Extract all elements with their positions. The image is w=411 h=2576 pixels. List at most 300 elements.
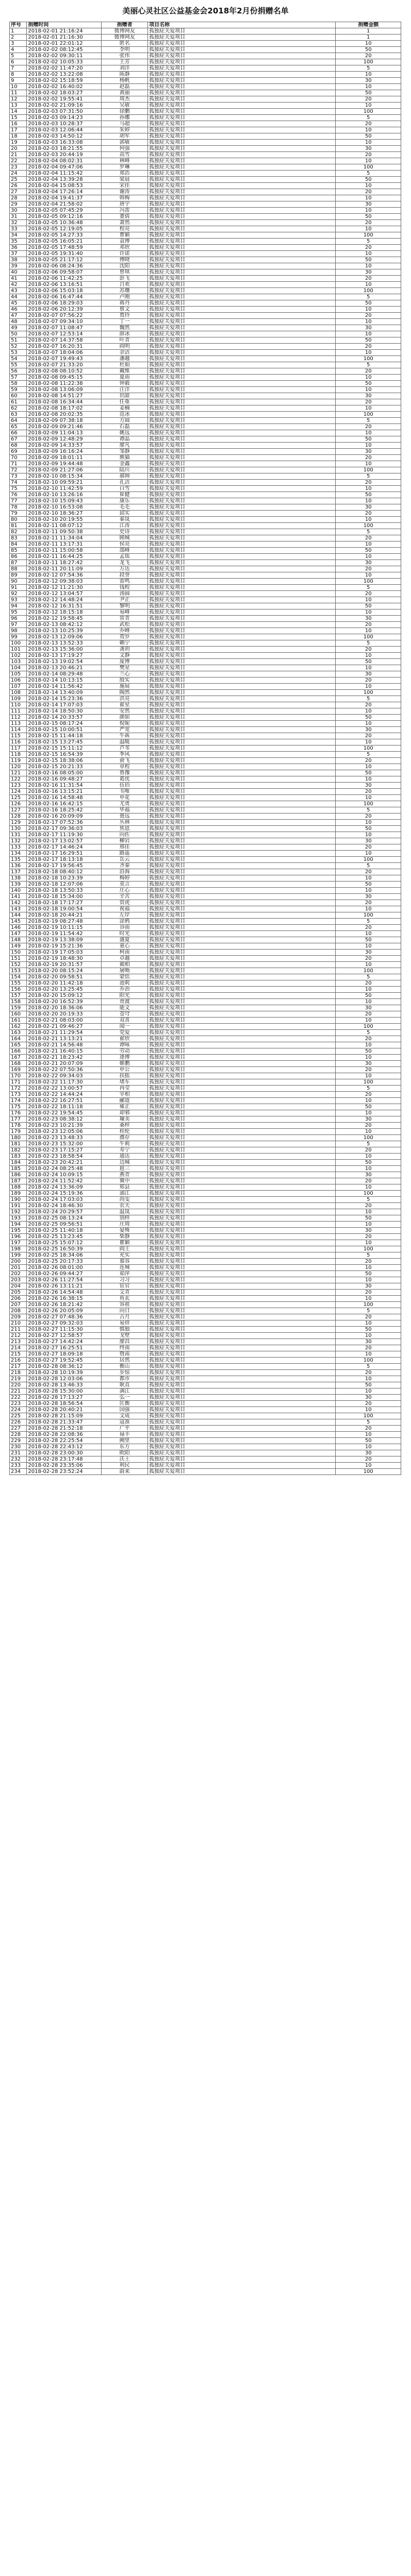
donor-name: 庄心: [102, 888, 148, 894]
donation-amount: 5: [336, 1141, 401, 1147]
donor-name: 葛优: [102, 776, 148, 783]
donation-time: 2018-02-12 11:21:30: [27, 585, 102, 591]
donation-amount: 10: [336, 931, 401, 937]
donation-time: 2018-02-21 09:46:27: [27, 1024, 102, 1030]
donor-name: 卓越: [102, 956, 148, 962]
donation-amount: 10: [336, 851, 401, 857]
donation-time: 2018-02-15 16:54:39: [27, 752, 102, 758]
donation-amount: 30: [336, 269, 401, 276]
donation-amount: 50: [336, 715, 401, 721]
donor-name: 冉莹: [102, 1086, 148, 1092]
row-number: 32: [10, 220, 27, 226]
table-row: [10, 418, 401, 424]
donor-name: 蔺相: [102, 962, 148, 968]
project-name: 孤独症关爱项目: [148, 640, 336, 647]
row-number: 65: [10, 424, 27, 430]
donor-name: 颜如: [102, 715, 148, 721]
donor-name: 孔洁: [102, 480, 148, 486]
donation-time: 2018-02-18 13:50:33: [27, 888, 102, 894]
donation-time: 2018-02-15 15:11:12: [27, 745, 102, 752]
donor-name: 康乐: [102, 498, 148, 504]
header-donor: 捐赠者: [102, 22, 148, 28]
table-row: [10, 548, 401, 554]
project-name: 孤独症关爱项目: [148, 1395, 336, 1401]
donation-amount: 50: [336, 1048, 401, 1055]
row-number: 56: [10, 368, 27, 375]
row-number: 15: [10, 115, 27, 121]
donation-amount: 5: [336, 640, 401, 647]
donation-amount: 10: [336, 999, 401, 1005]
row-number: 125: [10, 795, 27, 801]
project-name: 孤独症关爱项目: [148, 393, 336, 399]
row-number: 9: [10, 78, 27, 84]
project-name: 孤独症关爱项目: [148, 801, 336, 807]
row-number: 67: [10, 436, 27, 443]
donation-amount: 20: [336, 1011, 401, 1018]
donation-amount: 20: [336, 1203, 401, 1209]
project-name: 孤独症关爱项目: [148, 628, 336, 634]
donation-amount: 5: [336, 239, 401, 245]
donation-time: 2018-02-07 21:33:20: [27, 362, 102, 368]
row-number: 187: [10, 1178, 27, 1184]
table-row: [10, 579, 401, 585]
table-row: [10, 1129, 401, 1135]
row-number: 45: [10, 300, 27, 307]
table-row: [10, 189, 401, 195]
donation-time: 2018-02-28 23:52:24: [27, 1469, 102, 1475]
donation-time: 2018-02-01 21:16:30: [27, 35, 102, 41]
donation-amount: 10: [336, 1240, 401, 1246]
table-row: [10, 1388, 401, 1395]
donation-time: 2018-02-13 19:02:54: [27, 659, 102, 665]
row-number: 116: [10, 739, 27, 745]
donation-amount: 20: [336, 622, 401, 628]
donation-time: 2018-02-26 08:01:00: [27, 1265, 102, 1271]
donation-time: 2018-02-07 16:20:31: [27, 344, 102, 350]
donation-amount: 20: [336, 925, 401, 931]
table-row: [10, 381, 401, 387]
donation-time: 2018-02-21 20:07:09: [27, 1061, 102, 1067]
table-row: [10, 1345, 401, 1351]
row-number: 96: [10, 616, 27, 622]
donation-time: 2018-02-14 20:33:57: [27, 715, 102, 721]
donor-name: 左岸: [102, 912, 148, 919]
project-name: 孤独症关爱项目: [148, 770, 336, 776]
table-row: [10, 1401, 401, 1407]
project-name: 孤独症关爱项目: [148, 912, 336, 919]
donation-time: 2018-02-14 17:07:03: [27, 702, 102, 708]
donor-name: 温暖: [102, 739, 148, 745]
table-row: [10, 962, 401, 968]
donation-amount: 50: [336, 603, 401, 609]
donor-name: 尤勇: [102, 801, 148, 807]
donation-time: 2018-02-03 07:31:50: [27, 109, 102, 115]
row-number: 143: [10, 906, 27, 912]
donation-time: 2018-02-17 18:13:18: [27, 857, 102, 863]
donor-name: 宰相: [102, 1092, 148, 1098]
donor-name: 洪亮: [102, 696, 148, 702]
table-row: [10, 980, 401, 987]
donation-time: 2018-02-20 18:36:06: [27, 1005, 102, 1011]
donation-time: 2018-02-14 11:56:42: [27, 684, 102, 690]
row-number: 26: [10, 183, 27, 189]
donation-amount: 10: [336, 195, 401, 201]
donation-amount: 5: [336, 362, 401, 368]
table-row: [10, 1191, 401, 1197]
donation-amount: 20: [336, 344, 401, 350]
row-number: 136: [10, 863, 27, 869]
donation-amount: 20: [336, 1234, 401, 1240]
donation-amount: 10: [336, 665, 401, 671]
donation-time: 2018-02-24 08:25:48: [27, 1166, 102, 1172]
donation-time: 2018-02-02 21:09:16: [27, 103, 102, 109]
table-row: [10, 350, 401, 356]
row-number: 178: [10, 1123, 27, 1129]
row-number: 25: [10, 177, 27, 183]
donation-amount: 30: [336, 783, 401, 789]
donation-amount: 10: [336, 1277, 401, 1283]
row-number: 75: [10, 486, 27, 492]
project-name: 孤独症关爱项目: [148, 164, 336, 171]
donor-name: 张伟: [102, 53, 148, 59]
project-name: 孤独症关爱项目: [148, 1203, 336, 1209]
row-number: 184: [10, 1160, 27, 1166]
table-row: [10, 677, 401, 684]
donation-time: 2018-02-10 09:59:21: [27, 480, 102, 486]
donation-amount: 10: [336, 1376, 401, 1382]
donation-time: 2018-02-25 20:17:33: [27, 1259, 102, 1265]
table-row: [10, 690, 401, 696]
donor-name: 鱼玄: [102, 1296, 148, 1302]
donation-amount: 10: [336, 72, 401, 78]
donor-name: 童心: [102, 943, 148, 950]
donation-time: 2018-02-28 23:00:30: [27, 1450, 102, 1456]
donation-time: 2018-02-02 15:18:59: [27, 78, 102, 84]
donation-time: 2018-02-27 07:48:36: [27, 1314, 102, 1320]
donation-time: 2018-02-21 11:29:54: [27, 1030, 102, 1036]
donation-amount: 10: [336, 609, 401, 616]
donor-name: 金鑫: [102, 461, 148, 467]
donation-time: 2018-02-21 14:56:48: [27, 1042, 102, 1048]
project-name: 孤独症关爱项目: [148, 733, 336, 739]
donor-name: 别样: [102, 1215, 148, 1222]
donation-amount: 10: [336, 331, 401, 337]
project-name: 孤独症关爱项目: [148, 201, 336, 208]
project-name: 孤独症关爱项目: [148, 993, 336, 999]
donor-name: 黎明: [102, 603, 148, 609]
project-name: 孤独症关爱项目: [148, 1438, 336, 1444]
project-name: 孤独症关爱项目: [148, 1178, 336, 1184]
donation-amount: 20: [336, 1314, 401, 1320]
row-number: 89: [10, 572, 27, 579]
donor-name: 邓欣: [102, 245, 148, 251]
project-name: 孤独症关爱项目: [148, 331, 336, 337]
donation-amount: 30: [336, 201, 401, 208]
project-name: 孤独症关爱项目: [148, 146, 336, 152]
project-name: 孤独症关爱项目: [148, 1333, 336, 1339]
donation-amount: 10: [336, 888, 401, 894]
project-name: 孤独症关爱项目: [148, 492, 336, 498]
donor-name: 崔健: [102, 492, 148, 498]
row-number: 133: [10, 844, 27, 851]
donor-name: 汤圆: [102, 591, 148, 597]
table-row: [10, 1160, 401, 1166]
table-row: [10, 795, 401, 801]
row-number: 30: [10, 208, 27, 214]
donor-name: 陶然: [102, 690, 148, 696]
table-row: [10, 832, 401, 838]
project-name: 孤独症关爱项目: [148, 869, 336, 875]
donation-time: 2018-02-08 13:06:09: [27, 387, 102, 393]
table-row: [10, 103, 401, 109]
project-name: 孤独症关爱项目: [148, 554, 336, 560]
donation-time: 2018-02-07 19:49:43: [27, 356, 102, 362]
row-number: 168: [10, 1061, 27, 1067]
table-row: [10, 121, 401, 127]
table-row: [10, 276, 401, 282]
row-number: 76: [10, 492, 27, 498]
table-row: [10, 838, 401, 844]
donor-name: 晏殊: [102, 1228, 148, 1234]
donation-time: 2018-02-20 20:19:33: [27, 1011, 102, 1018]
row-number: 142: [10, 900, 27, 906]
donor-name: 姬鹏: [102, 1061, 148, 1067]
donor-name: 匿名: [102, 41, 148, 47]
donation-time: 2018-02-18 19:00:54: [27, 906, 102, 912]
table-row: [10, 1308, 401, 1314]
donation-time: 2018-02-25 16:50:39: [27, 1246, 102, 1252]
project-name: 孤独症关爱项目: [148, 968, 336, 974]
row-number: 24: [10, 171, 27, 177]
donation-amount: 5: [336, 696, 401, 702]
row-number: 126: [10, 801, 27, 807]
donation-time: 2018-02-22 18:11:18: [27, 1104, 102, 1110]
row-number: 48: [10, 319, 27, 325]
donor-name: 常青: [102, 616, 148, 622]
donation-time: 2018-02-27 14:42:24: [27, 1339, 102, 1345]
table-row: [10, 1234, 401, 1240]
table-row: [10, 1456, 401, 1463]
donation-time: 2018-02-13 20:46:21: [27, 665, 102, 671]
row-number: 228: [10, 1432, 27, 1438]
project-name: 孤独症关爱项目: [148, 1308, 336, 1314]
table-row: [10, 78, 401, 84]
project-name: 孤独症关爱项目: [148, 220, 336, 226]
table-row: [10, 616, 401, 622]
donor-name: 季风: [102, 752, 148, 758]
project-name: 孤独症关爱项目: [148, 931, 336, 937]
project-name: 孤独症关爱项目: [148, 758, 336, 764]
donor-name: 江涛: [102, 523, 148, 529]
table-row: [10, 684, 401, 690]
donation-amount: 20: [336, 733, 401, 739]
donor-name: 邢佳: [102, 844, 148, 851]
project-name: 孤独症关爱项目: [148, 436, 336, 443]
donation-time: 2018-02-07 14:37:58: [27, 337, 102, 344]
donation-amount: 10: [336, 127, 401, 133]
donation-time: 2018-02-28 20:40:21: [27, 1407, 102, 1413]
project-name: 孤独症关爱项目: [148, 1358, 336, 1364]
donation-time: 2018-02-13 08:42:12: [27, 622, 102, 628]
donor-name: 能文: [102, 1005, 148, 1011]
donation-amount: 10: [336, 103, 401, 109]
donation-time: 2018-02-24 17:03:03: [27, 1197, 102, 1203]
donor-name: 谭咏: [102, 1042, 148, 1048]
row-number: 137: [10, 869, 27, 875]
project-name: 孤独症关爱项目: [148, 863, 336, 869]
donation-time: 2018-02-16 09:48:27: [27, 776, 102, 783]
donation-time: 2018-02-16 14:58:48: [27, 795, 102, 801]
row-number: 211: [10, 1327, 27, 1333]
row-number: 207: [10, 1302, 27, 1308]
project-name: 孤独症关爱项目: [148, 1092, 336, 1098]
table-row: [10, 1339, 401, 1345]
donation-amount: 100: [336, 523, 401, 529]
project-name: 孤独症关爱项目: [148, 1086, 336, 1092]
donor-name: 申公: [102, 1067, 148, 1073]
row-number: 182: [10, 1147, 27, 1154]
row-number: 55: [10, 362, 27, 368]
donor-name: 濮存: [102, 1135, 148, 1141]
project-name: 孤独症关爱项目: [148, 795, 336, 801]
row-number: 107: [10, 684, 27, 690]
donation-amount: 30: [336, 325, 401, 331]
row-number: 173: [10, 1092, 27, 1098]
table-row: [10, 300, 401, 307]
donor-name: 陈静: [102, 72, 148, 78]
table-row: [10, 1098, 401, 1104]
table-row: [10, 844, 401, 851]
row-number: 71: [10, 461, 27, 467]
project-name: 孤独症关爱项目: [148, 1104, 336, 1110]
donation-amount: 50: [336, 770, 401, 776]
donation-amount: 10: [336, 375, 401, 381]
donation-time: 2018-02-05 16:05:21: [27, 239, 102, 245]
donation-amount: 5: [336, 171, 401, 177]
donation-amount: 10: [336, 1055, 401, 1061]
donor-name: 辛苦: [102, 894, 148, 900]
donor-name: 阳光: [102, 993, 148, 999]
project-name: 孤独症关爱项目: [148, 115, 336, 121]
table-row: [10, 344, 401, 350]
donor-name: 居然: [102, 1358, 148, 1364]
donation-time: 2018-02-28 17:13:27: [27, 1395, 102, 1401]
project-name: 孤独症关爱项目: [148, 59, 336, 65]
donation-time: 2018-02-23 08:38:12: [27, 1116, 102, 1123]
donor-name: 程亮: [102, 226, 148, 232]
table-row: [10, 90, 401, 96]
donor-name: 管虎: [102, 900, 148, 906]
row-number: 138: [10, 875, 27, 882]
table-row: [10, 28, 401, 35]
row-number: 36: [10, 245, 27, 251]
table-row: [10, 1438, 401, 1444]
table-row: [10, 968, 401, 974]
table-row: [10, 1061, 401, 1067]
project-name: 孤独症关爱项目: [148, 65, 336, 72]
donation-amount: 5: [336, 585, 401, 591]
donor-name: 尚雯: [102, 1197, 148, 1203]
donation-time: 2018-02-06 11:42:25: [27, 276, 102, 282]
project-name: 孤独症关爱项目: [148, 1135, 336, 1141]
project-name: 孤独症关爱项目: [148, 572, 336, 579]
donation-time: 2018-02-23 10:21:39: [27, 1123, 102, 1129]
donation-time: 2018-02-12 19:58:45: [27, 616, 102, 622]
table-row: [10, 1469, 401, 1475]
row-number: 145: [10, 919, 27, 925]
donor-name: 连城: [102, 1265, 148, 1271]
donor-name: 陆川: [102, 467, 148, 473]
project-name: 孤独症关爱项目: [148, 1240, 336, 1246]
table-row: [10, 313, 401, 319]
row-number: 42: [10, 282, 27, 288]
donation-amount: 10: [336, 832, 401, 838]
donor-name: 阎明: [102, 344, 148, 350]
donation-amount: 20: [336, 1147, 401, 1154]
table-row: [10, 882, 401, 888]
row-number: 11: [10, 90, 27, 96]
donation-amount: 20: [336, 814, 401, 820]
donor-name: 慎独: [102, 1327, 148, 1333]
donor-name: 廖凡: [102, 443, 148, 449]
donor-name: 禄丰: [102, 1432, 148, 1438]
project-name: 孤独症关爱项目: [148, 276, 336, 282]
donor-name: 扶摇: [102, 1073, 148, 1079]
project-name: 孤独症关爱项目: [148, 1030, 336, 1036]
project-name: 孤独症关爱项目: [148, 776, 336, 783]
project-name: 孤独症关爱项目: [148, 300, 336, 307]
table-row: [10, 239, 401, 245]
donation-amount: 20: [336, 1092, 401, 1098]
row-number: 60: [10, 393, 27, 399]
row-number: 141: [10, 894, 27, 900]
donation-amount: 10: [336, 875, 401, 882]
donation-time: 2018-02-17 13:02:57: [27, 838, 102, 844]
project-name: 孤独症关爱项目: [148, 251, 336, 257]
project-name: 孤独症关爱项目: [148, 888, 336, 894]
table-row: [10, 375, 401, 381]
project-name: 孤独症关爱项目: [148, 1234, 336, 1240]
donation-amount: 5: [336, 1308, 401, 1314]
table-row: [10, 158, 401, 164]
donation-time: 2018-02-26 20:05:09: [27, 1308, 102, 1314]
donation-amount: 30: [336, 727, 401, 733]
project-name: 孤独症关爱项目: [148, 1055, 336, 1061]
row-number: 181: [10, 1141, 27, 1147]
donation-time: 2018-02-22 14:44:24: [27, 1092, 102, 1098]
row-number: 52: [10, 344, 27, 350]
project-name: 孤独症关爱项目: [148, 1407, 336, 1413]
donation-time: 2018-02-14 08:29:48: [27, 671, 102, 677]
donation-time: 2018-02-02 18:03:27: [27, 90, 102, 96]
donation-amount: 50: [336, 1104, 401, 1110]
donation-time: 2018-02-27 11:15:30: [27, 1327, 102, 1333]
table-row: [10, 84, 401, 90]
project-name: 孤独症关爱项目: [148, 127, 336, 133]
row-number: 113: [10, 721, 27, 727]
project-name: 孤独症关爱项目: [148, 443, 336, 449]
donation-amount: 10: [336, 443, 401, 449]
donation-amount: 30: [336, 894, 401, 900]
donation-time: 2018-02-27 09:32:03: [27, 1320, 102, 1327]
table-row: [10, 1296, 401, 1302]
project-name: 孤独症关爱项目: [148, 1154, 336, 1160]
donor-name: 艾青: [102, 1290, 148, 1296]
donation-amount: 10: [336, 1444, 401, 1450]
project-name: 孤独症关爱项目: [148, 1252, 336, 1259]
table-row: [10, 1048, 401, 1055]
project-name: 孤独症关爱项目: [148, 1067, 336, 1073]
